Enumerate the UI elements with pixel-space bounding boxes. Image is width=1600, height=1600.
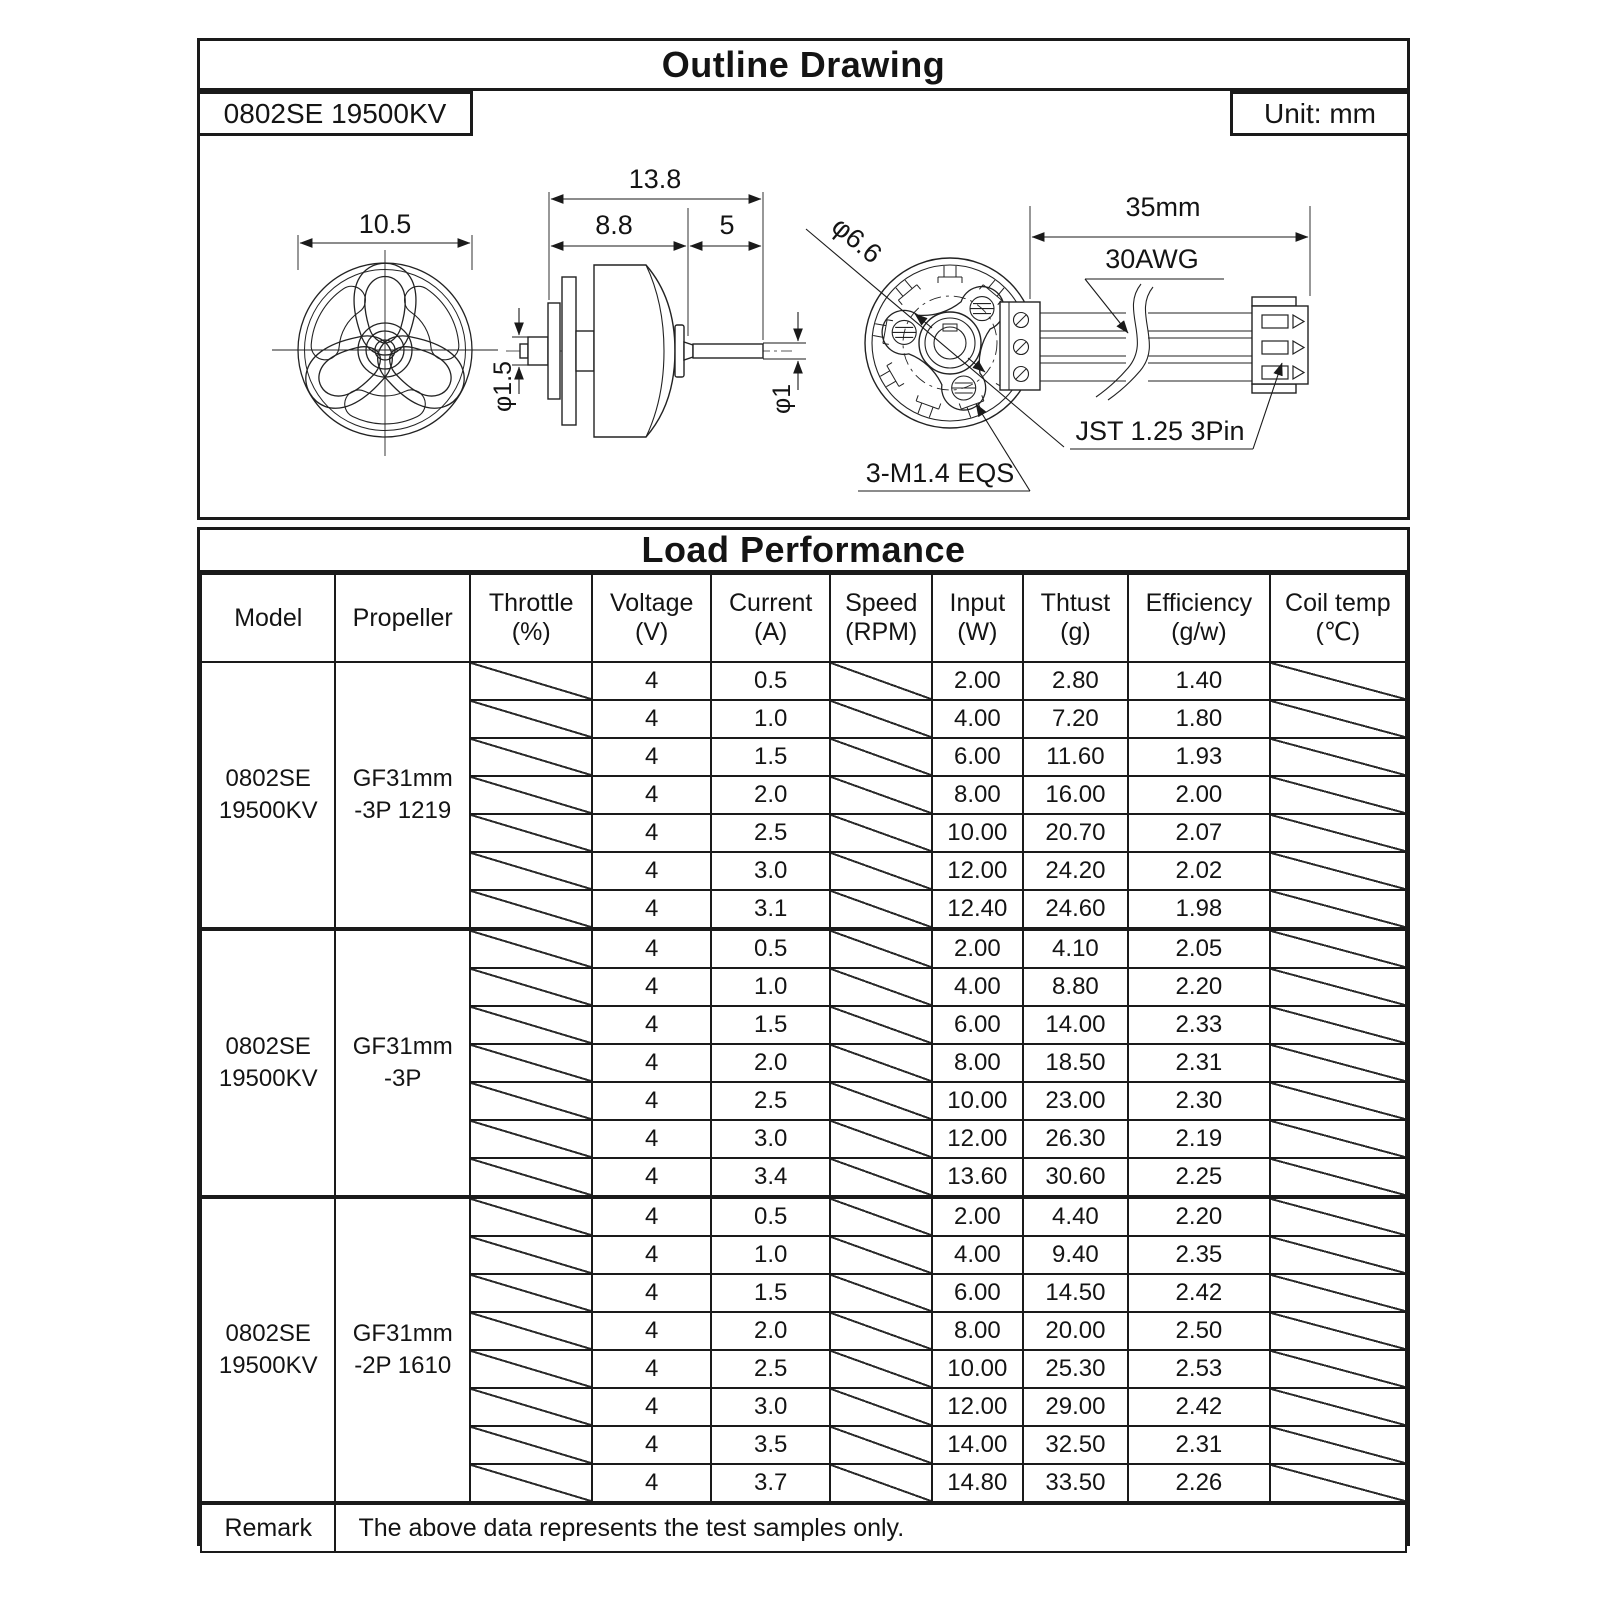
cell-thrust: 30.60: [1023, 1158, 1129, 1197]
cell-efficiency: 1.98: [1128, 890, 1269, 929]
cell-speed: [830, 1120, 932, 1158]
cell-thrust: 24.20: [1023, 852, 1129, 890]
cell-speed: [830, 1464, 932, 1503]
cell-coil-temp: [1270, 852, 1406, 890]
cell-efficiency: 2.33: [1128, 1006, 1269, 1044]
cell-current: 3.5: [711, 1426, 831, 1464]
cell-coil-temp: [1270, 929, 1406, 968]
boss-diameter-dim: φ1.5: [489, 361, 517, 412]
cell-coil-temp: [1270, 1236, 1406, 1274]
cell-voltage: 4: [592, 1426, 710, 1464]
col-header-thtust: Thtust (g): [1023, 574, 1129, 662]
cell-speed: [830, 1388, 932, 1426]
cell-coil-temp: [1270, 1006, 1406, 1044]
cell-voltage: 4: [592, 1350, 710, 1388]
cell-thrust: 8.80: [1023, 968, 1129, 1006]
propeller-cell: GF31mm -2P 1610: [335, 1197, 469, 1503]
remark-row: [201, 1503, 1406, 1552]
cell-throttle: [470, 700, 593, 738]
cell-voltage: 4: [592, 929, 710, 968]
cell-speed: [830, 1044, 932, 1082]
front-view: [272, 250, 498, 456]
cell-efficiency: 2.07: [1128, 814, 1269, 852]
cell-thrust: 20.70: [1023, 814, 1129, 852]
cell-thrust: 16.00: [1023, 776, 1129, 814]
jst-connector: [1252, 297, 1308, 393]
cell-coil-temp: [1270, 1464, 1406, 1503]
cell-input: 8.00: [932, 776, 1023, 814]
model-cell: 0802SE 19500KV: [201, 929, 335, 1197]
cell-voltage: 4: [592, 738, 710, 776]
cell-efficiency: 2.05: [1128, 929, 1269, 968]
cell-coil-temp: [1270, 890, 1406, 929]
cell-voltage: 4: [592, 852, 710, 890]
cell-current: 3.0: [711, 1120, 831, 1158]
cell-speed: [830, 1158, 932, 1197]
cell-throttle: [470, 1312, 593, 1350]
cell-current: 3.1: [711, 890, 831, 929]
cell-coil-temp: [1270, 814, 1406, 852]
cell-coil-temp: [1270, 1388, 1406, 1426]
model-badge: 0802SE 19500KV: [197, 91, 473, 136]
cell-input: 10.00: [932, 1082, 1023, 1120]
cell-speed: [830, 929, 932, 968]
wire-exit-block: [1000, 302, 1040, 390]
load-performance-title: Load Performance: [200, 530, 1407, 573]
cell-throttle: [470, 1464, 593, 1503]
perf-row: [201, 929, 1406, 968]
cell-current: 3.0: [711, 1388, 831, 1426]
cell-current: 1.0: [711, 1236, 831, 1274]
cell-input: 12.00: [932, 852, 1023, 890]
cell-current: 3.4: [711, 1158, 831, 1197]
cell-throttle: [470, 1236, 593, 1274]
cell-throttle: [470, 852, 593, 890]
cell-current: 2.0: [711, 776, 831, 814]
cell-thrust: 26.30: [1023, 1120, 1129, 1158]
cell-voltage: 4: [592, 700, 710, 738]
cell-throttle: [470, 890, 593, 929]
cell-coil-temp: [1270, 1312, 1406, 1350]
front-diameter-dim: 10.5: [358, 209, 412, 239]
col-header-propeller: Propeller: [335, 574, 469, 662]
cell-voltage: 4: [592, 1158, 710, 1197]
cell-thrust: 29.00: [1023, 1388, 1129, 1426]
cell-current: 1.5: [711, 738, 831, 776]
cell-throttle: [470, 1006, 593, 1044]
cell-coil-temp: [1270, 1158, 1406, 1197]
cell-speed: [830, 1197, 932, 1236]
cell-voltage: 4: [592, 1044, 710, 1082]
cell-coil-temp: [1270, 1197, 1406, 1236]
cell-voltage: 4: [592, 1312, 710, 1350]
cell-thrust: 4.40: [1023, 1197, 1129, 1236]
cell-thrust: 24.60: [1023, 890, 1129, 929]
cell-speed: [830, 1426, 932, 1464]
cell-current: 0.5: [711, 929, 831, 968]
cell-input: 10.00: [932, 1350, 1023, 1388]
propeller-cell: GF31mm -3P: [335, 929, 469, 1197]
cell-thrust: 20.00: [1023, 1312, 1129, 1350]
cell-efficiency: 2.02: [1128, 852, 1269, 890]
cell-voltage: 4: [592, 662, 710, 700]
cell-efficiency: 2.31: [1128, 1044, 1269, 1082]
cell-efficiency: 2.26: [1128, 1464, 1269, 1503]
cell-thrust: 25.30: [1023, 1350, 1129, 1388]
outline-drawing-section: [197, 38, 1410, 520]
cell-throttle: [470, 929, 593, 968]
cell-speed: [830, 776, 932, 814]
body-length-dim: 8.8: [595, 210, 633, 240]
cell-thrust: 23.00: [1023, 1082, 1129, 1120]
cell-thrust: 2.80: [1023, 662, 1129, 700]
cell-input: 2.00: [932, 929, 1023, 968]
cell-current: 0.5: [711, 662, 831, 700]
cell-input: 4.00: [932, 968, 1023, 1006]
cell-current: 2.0: [711, 1044, 831, 1082]
cell-coil-temp: [1270, 1082, 1406, 1120]
load-performance-section: [197, 527, 1410, 1546]
cell-efficiency: 2.30: [1128, 1082, 1269, 1120]
cell-thrust: 14.00: [1023, 1006, 1129, 1044]
cell-throttle: [470, 662, 593, 700]
cell-coil-temp: [1270, 1274, 1406, 1312]
cell-speed: [830, 968, 932, 1006]
cell-input: 2.00: [932, 1197, 1023, 1236]
cell-input: 4.00: [932, 700, 1023, 738]
cell-coil-temp: [1270, 968, 1406, 1006]
cell-throttle: [470, 1044, 593, 1082]
cell-input: 6.00: [932, 1274, 1023, 1312]
cell-throttle: [470, 1274, 593, 1312]
cell-input: 8.00: [932, 1044, 1023, 1082]
outline-drawing-title: Outline Drawing: [200, 41, 1407, 91]
cell-input: 14.00: [932, 1426, 1023, 1464]
perf-row: [201, 1197, 1406, 1236]
cell-coil-temp: [1270, 1350, 1406, 1388]
unit-badge: Unit: mm: [1230, 91, 1410, 136]
cell-voltage: 4: [592, 776, 710, 814]
connector-label: JST 1.25 3Pin: [1075, 416, 1245, 446]
shaft-length-dim: 5: [719, 210, 735, 240]
cell-efficiency: 2.42: [1128, 1388, 1269, 1426]
cell-efficiency: 2.42: [1128, 1274, 1269, 1312]
cell-voltage: 4: [592, 814, 710, 852]
col-header-throttle: Throttle (%): [470, 574, 593, 662]
cell-throttle: [470, 968, 593, 1006]
cell-efficiency: 2.53: [1128, 1350, 1269, 1388]
cell-throttle: [470, 814, 593, 852]
cell-current: 1.5: [711, 1274, 831, 1312]
cell-input: 6.00: [932, 1006, 1023, 1044]
cell-efficiency: 1.80: [1128, 700, 1269, 738]
bolt-circle-dim: φ6.6: [826, 210, 888, 270]
cell-efficiency: 2.50: [1128, 1312, 1269, 1350]
cell-thrust: 32.50: [1023, 1426, 1129, 1464]
cell-efficiency: 2.20: [1128, 968, 1269, 1006]
cell-voltage: 4: [592, 1197, 710, 1236]
cell-efficiency: 1.40: [1128, 662, 1269, 700]
cell-speed: [830, 1350, 932, 1388]
cell-throttle: [470, 1197, 593, 1236]
cell-speed: [830, 738, 932, 776]
cell-efficiency: 2.31: [1128, 1426, 1269, 1464]
cell-efficiency: 1.93: [1128, 738, 1269, 776]
cell-current: 1.0: [711, 700, 831, 738]
cell-efficiency: 2.35: [1128, 1236, 1269, 1274]
cell-speed: [830, 1006, 932, 1044]
cell-input: 10.00: [932, 814, 1023, 852]
col-header-voltage: Voltage (V): [592, 574, 710, 662]
cell-coil-temp: [1270, 700, 1406, 738]
cell-efficiency: 2.20: [1128, 1197, 1269, 1236]
cell-input: 4.00: [932, 1236, 1023, 1274]
cell-input: 6.00: [932, 738, 1023, 776]
cell-current: 2.5: [711, 1082, 831, 1120]
header-row: [201, 574, 1406, 662]
cell-input: 12.40: [932, 890, 1023, 929]
col-header-model: Model: [201, 574, 335, 662]
cell-thrust: 33.50: [1023, 1464, 1129, 1503]
cell-voltage: 4: [592, 1274, 710, 1312]
cell-throttle: [470, 1082, 593, 1120]
cell-thrust: 7.20: [1023, 700, 1129, 738]
col-header-input: Input (W): [932, 574, 1023, 662]
col-header-speed: Speed (RPM): [830, 574, 932, 662]
cell-input: 12.00: [932, 1120, 1023, 1158]
cell-current: 2.5: [711, 1350, 831, 1388]
cell-efficiency: 2.00: [1128, 776, 1269, 814]
cell-throttle: [470, 1388, 593, 1426]
cell-speed: [830, 1082, 932, 1120]
cell-current: 3.0: [711, 852, 831, 890]
wire-gauge-label: 30AWG: [1105, 244, 1199, 274]
cell-efficiency: 2.25: [1128, 1158, 1269, 1197]
cell-speed: [830, 700, 932, 738]
cell-throttle: [470, 738, 593, 776]
remark-text: The above data represents the test samples only.: [335, 1503, 1406, 1552]
cell-voltage: 4: [592, 1388, 710, 1426]
cell-coil-temp: [1270, 662, 1406, 700]
cell-throttle: [470, 1426, 593, 1464]
cell-efficiency: 2.19: [1128, 1120, 1269, 1158]
cell-thrust: 9.40: [1023, 1236, 1129, 1274]
performance-table: [200, 573, 1407, 1553]
cell-current: 2.5: [711, 814, 831, 852]
remark-label: Remark: [201, 1503, 335, 1552]
cell-coil-temp: [1270, 1044, 1406, 1082]
cell-input: 12.00: [932, 1388, 1023, 1426]
cell-current: 1.5: [711, 1006, 831, 1044]
cell-voltage: 4: [592, 1120, 710, 1158]
cell-voltage: 4: [592, 1006, 710, 1044]
model-cell: 0802SE 19500KV: [201, 662, 335, 929]
cell-input: 13.60: [932, 1158, 1023, 1197]
cell-current: 2.0: [711, 1312, 831, 1350]
motor-wires: [1040, 284, 1252, 400]
cell-voltage: 4: [592, 1082, 710, 1120]
cell-input: 8.00: [932, 1312, 1023, 1350]
cell-throttle: [470, 1350, 593, 1388]
cell-current: 1.0: [711, 968, 831, 1006]
cell-speed: [830, 814, 932, 852]
cell-thrust: 4.10: [1023, 929, 1129, 968]
perf-row: [201, 662, 1406, 700]
col-header-coil-temp: Coil temp (℃): [1270, 574, 1406, 662]
cell-thrust: 18.50: [1023, 1044, 1129, 1082]
cell-voltage: 4: [592, 968, 710, 1006]
cell-speed: [830, 890, 932, 929]
cell-voltage: 4: [592, 1464, 710, 1503]
shaft-diameter-dim: φ1: [768, 383, 796, 414]
total-length-dim: 13.8: [628, 164, 682, 194]
cell-voltage: 4: [592, 890, 710, 929]
cell-speed: [830, 1312, 932, 1350]
cell-coil-temp: [1270, 1120, 1406, 1158]
col-header-efficiency: Efficiency (g/w): [1128, 574, 1269, 662]
cell-current: 3.7: [711, 1464, 831, 1503]
cell-thrust: 11.60: [1023, 738, 1129, 776]
cell-voltage: 4: [592, 1236, 710, 1274]
model-cell: 0802SE 19500KV: [201, 1197, 335, 1503]
cell-throttle: [470, 776, 593, 814]
cell-coil-temp: [1270, 738, 1406, 776]
cell-throttle: [470, 1158, 593, 1197]
cell-coil-temp: [1270, 1426, 1406, 1464]
cell-speed: [830, 1236, 932, 1274]
cell-input: 14.80: [932, 1464, 1023, 1503]
cell-speed: [830, 852, 932, 890]
wire-length-dim: 35mm: [1125, 192, 1201, 222]
cell-current: 0.5: [711, 1197, 831, 1236]
cell-throttle: [470, 1120, 593, 1158]
cell-input: 2.00: [932, 662, 1023, 700]
col-header-current: Current (A): [711, 574, 831, 662]
cell-speed: [830, 662, 932, 700]
mount-screws-label: 3-M1.4 EQS: [865, 458, 1015, 488]
propeller-cell: GF31mm -3P 1219: [335, 662, 469, 929]
cell-coil-temp: [1270, 776, 1406, 814]
cell-thrust: 14.50: [1023, 1274, 1129, 1312]
cell-speed: [830, 1274, 932, 1312]
